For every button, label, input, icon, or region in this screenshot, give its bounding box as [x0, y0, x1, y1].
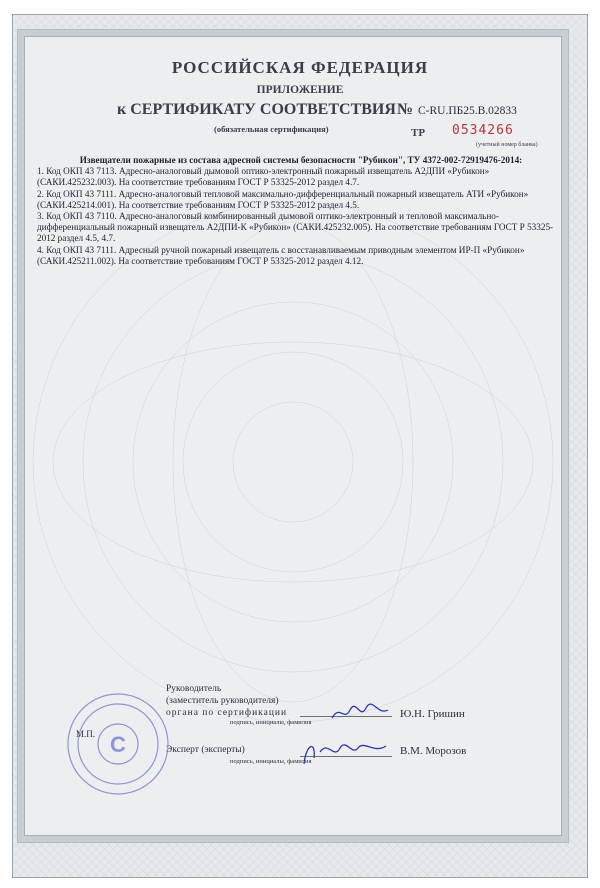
head-name: Ю.Н. Гришин — [400, 708, 465, 720]
number-sign: № — [397, 101, 414, 118]
head-label-3: органа по сертификации — [166, 708, 288, 718]
country-title: РОССИЙСКАЯ ФЕДЕРАЦИЯ — [171, 58, 429, 77]
certificate-title: к СЕРТИФИКАТУ СООТВЕТСТВИЯ — [117, 101, 396, 118]
head-sub-caption: подпись, инициалы, фамилия — [230, 719, 312, 726]
body-item-3: 3. Код ОКП 43 7110. Адресно-аналоговый комбинированный дымовой оптико-электронный и тепловой максимально-дифференциальный пожарный извещатель А2ДПИ-К «Рубикон» (САКИ.425232.005). На соответствие требованиям ГОСТ Р 53325-2012 раздел 4.5, 4.7. — [37, 211, 554, 244]
certificate-body — [37, 155, 565, 267]
body-item-2: 2. Код ОКП 43 7111. Адресно-аналоговый тепловой максимально-дифференциальный пожарный извещатель АТИ «Рубикон» (САКИ.425214.001). На соответствие требованиям ГОСТ Р 53325-2012 раздел 4.5. — [37, 188, 529, 210]
expert-handwritten-signature — [300, 734, 390, 768]
expert-label: Эксперт (эксперты) — [166, 745, 245, 755]
serial-note: (учетный номер бланка) — [476, 142, 538, 148]
expert-sub-caption: подпись, инициалы, фамилия — [230, 758, 312, 765]
head-handwritten-signature — [330, 700, 390, 724]
tr-label: ТР — [411, 127, 426, 139]
body-item-1: 1. Код ОКП 43 7113. Адресно-аналоговый дымовой оптико-электронный пожарный извещатель А2ДПИ «Рубикон» (САКИ.425232.003). На соответствие требованиям ГОСТ Р 53325-2012 раздел 4.7. — [37, 166, 490, 188]
svg-text:C: C — [110, 732, 126, 757]
certificate-number: С-RU.ПБ25.В.02833 — [418, 105, 517, 117]
expert-name: В.М. Морозов — [400, 745, 467, 757]
mandatory-note: (обязательная сертификация) — [214, 124, 329, 134]
serial-number: 0534266 — [452, 123, 514, 138]
body-item-4: 4. Код ОКП 43 7111. Адресный ручной пожарный извещатель с восстанавливаемым приводным элементом ИР-П «Рубикон» (САКИ.425211.002). На соответствие требованиям ГОСТ Р 53325-2012 раздел 4.12. — [37, 244, 525, 266]
mp-label: М.П. — [76, 729, 96, 739]
head-label-1: Руководитель — [166, 684, 222, 694]
appendix-title: ПРИЛОЖЕНИЕ — [256, 84, 344, 96]
certification-stamp-seal — [64, 690, 172, 798]
body-heading: Извещатели пожарные из состава адресной системы безопасности "Рубикон", ТУ 4372-002-72919476-2014: — [79, 155, 523, 165]
head-label-2: (заместитель руководителя) — [166, 696, 279, 706]
